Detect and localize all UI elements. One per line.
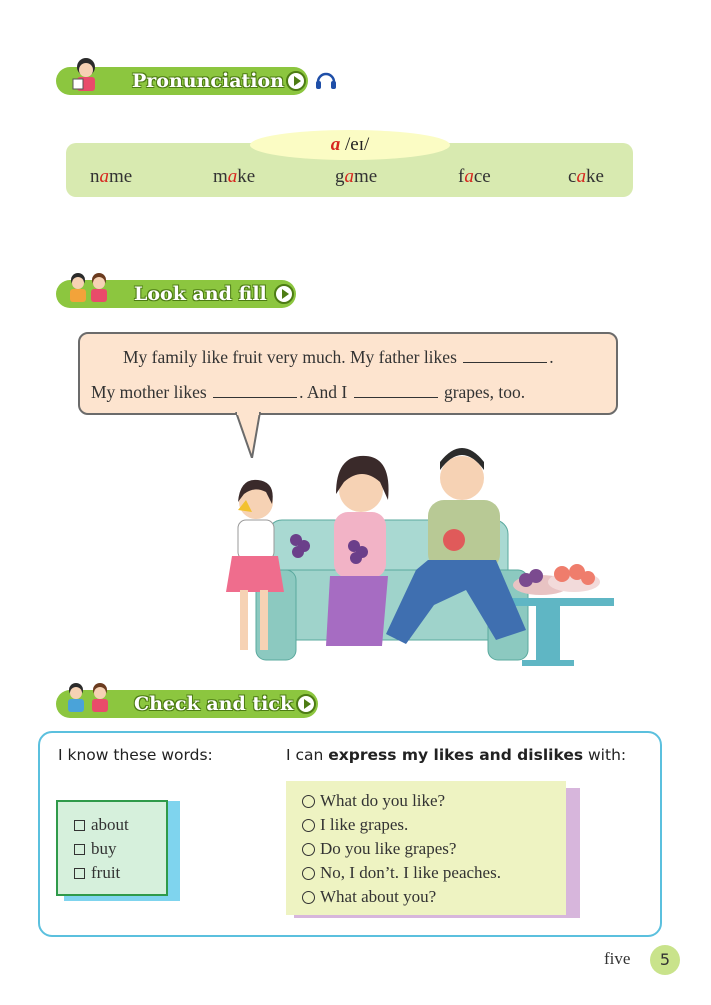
can-express-label: I can express my likes and dislikes with: (286, 746, 627, 764)
checkbox[interactable] (74, 844, 85, 855)
pronunciation-title: Pronunciation (132, 70, 284, 92)
two-kids-icon (62, 680, 118, 716)
page-number-word: five (604, 949, 631, 968)
phoneme-letter: a (330, 134, 341, 155)
radio-circle[interactable] (302, 843, 315, 856)
family-eating-fruit-illustration (196, 430, 616, 680)
radio-circle[interactable] (302, 795, 315, 808)
checkbox[interactable] (74, 820, 85, 831)
pron-word: game (335, 166, 378, 187)
answer-blank[interactable] (354, 383, 438, 398)
pronunciation-banner (56, 67, 308, 95)
answer-blank[interactable] (213, 383, 297, 398)
phoneme-symbol: /eɪ/ (340, 134, 370, 155)
play-icon[interactable] (274, 284, 294, 304)
pron-word: cake (568, 166, 604, 187)
check-and-tick-banner (56, 690, 318, 718)
sentence-radio-item[interactable]: I like grapes. (302, 815, 408, 835)
know-words-label: I know these words: (58, 746, 213, 764)
check-and-tick-title: Check and tick (134, 693, 294, 715)
girl-reading-icon (66, 55, 106, 95)
fill-line-2: My mother likes . And I grapes, too. (91, 382, 526, 402)
play-icon[interactable] (286, 71, 306, 91)
sentence-radio-item[interactable]: Do you like grapes? (302, 839, 456, 859)
sentence-radio-item[interactable]: What do you like? (302, 791, 445, 811)
sentence-radio-item[interactable]: No, I don’t. I like peaches. (302, 863, 501, 883)
page-number-badge: 5 (650, 945, 680, 975)
phoneme-label (250, 130, 450, 160)
two-kids-icon (64, 270, 114, 306)
sentence-radio-item[interactable]: What about you? (302, 887, 436, 907)
pron-word: name (90, 166, 133, 187)
word-checkbox-item[interactable]: buy (74, 839, 117, 859)
look-and-fill-title: Look and fill (134, 283, 267, 305)
radio-circle[interactable] (302, 819, 315, 832)
word-checkbox-item[interactable]: fruit (74, 863, 120, 883)
word-checkbox-item[interactable]: about (74, 815, 129, 835)
radio-circle[interactable] (302, 891, 315, 904)
checkbox[interactable] (74, 868, 85, 879)
pron-word: face (458, 166, 491, 187)
play-icon[interactable] (296, 694, 316, 714)
radio-circle[interactable] (302, 867, 315, 880)
look-and-fill-banner (56, 280, 296, 308)
headphones-icon[interactable] (315, 69, 337, 91)
fill-line-1: My family like fruit very much. My father likes . (123, 347, 554, 367)
pron-word: make (213, 166, 256, 187)
answer-blank[interactable] (463, 348, 547, 363)
